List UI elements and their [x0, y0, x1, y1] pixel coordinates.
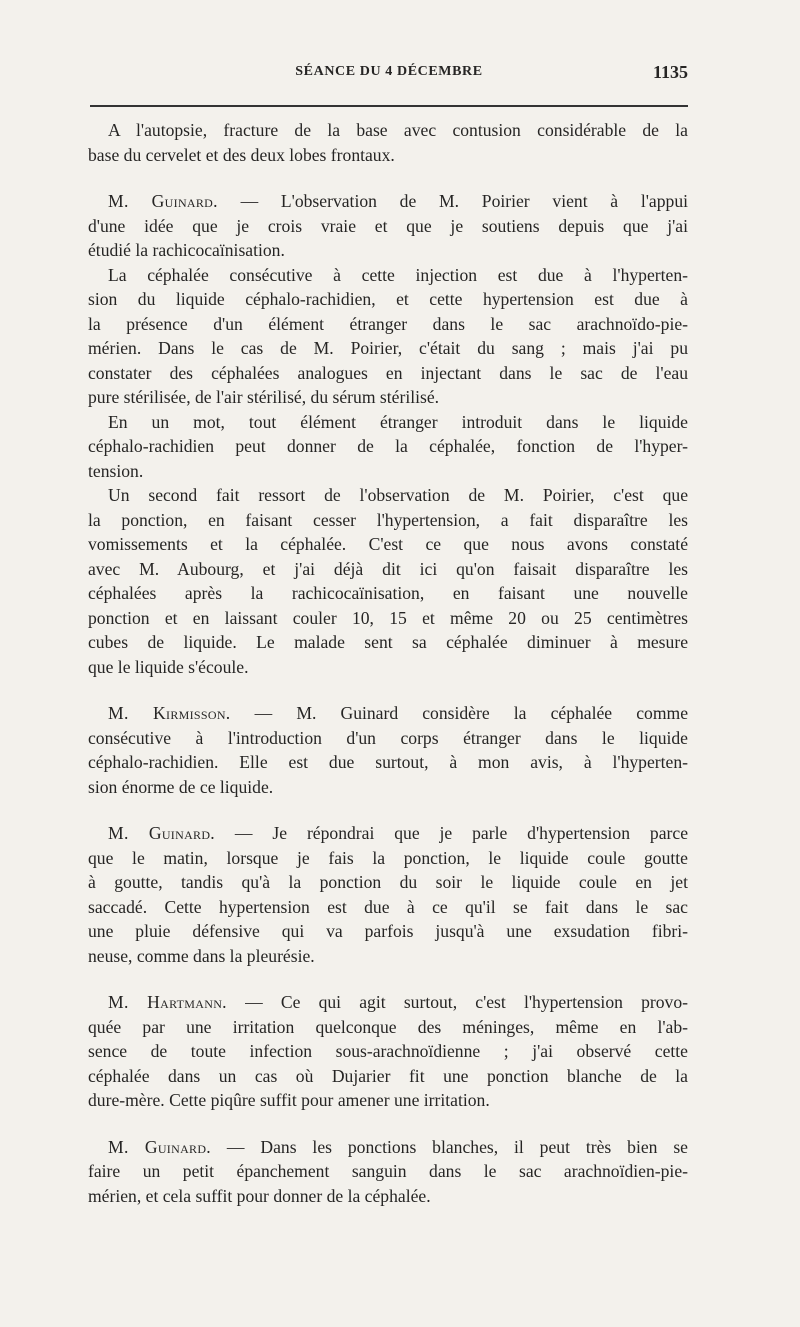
text-line: la présence d'un élément étranger dans le sac arachnoïdo-pie- — [88, 313, 688, 334]
running-header — [90, 64, 688, 86]
text-line: dure-mère. Cette piqûre suffit pour amener une irritation. — [88, 1090, 490, 1110]
text-line: céphalées après la rachicocaïnisation, en faisant une nouvelle — [88, 583, 688, 603]
paragraph-autopsie — [88, 118, 688, 167]
text-line: céphalo-rachidien peut donner de la céphalée, fonction de l'hyper- — [88, 436, 688, 456]
text-line: tension. — [88, 460, 144, 481]
speaker-name: M. Guinard. — [108, 191, 218, 211]
speech-start: — Ce qui agit surtout, c'est l'hypertension provo- — [226, 992, 688, 1012]
text-line — [88, 189, 688, 214]
speech-start: — L'observation de M. Poirier vient à l'appui — [217, 191, 688, 211]
text-line: pure stérilisée, de l'air stérilisé, du sérum stérilisé. — [88, 387, 440, 407]
paragraph-guinard-1 — [88, 189, 688, 263]
text-line: En un mot, tout élément étranger introduit dans le liquide — [108, 411, 688, 432]
paragraph-kirmisson — [88, 701, 688, 799]
text-line: sion du liquide céphalo-rachidien, et cette hypertension est due à — [88, 289, 688, 309]
text-line: mérien, et cela suffit pour donner de la céphalée. — [88, 1185, 431, 1206]
text-line: une pluie défensive qui va parfois jusqu'à une exsudation fibri- — [88, 921, 688, 941]
text-line: vomissements et la céphalée. C'est ce que nous avons constaté — [88, 534, 688, 554]
text-line: La céphalée consécutive à cette injection est due à l'hyperten- — [108, 264, 688, 285]
speech-start: — Je répondrai que je parle d'hypertension parce — [215, 823, 688, 843]
text-line: base du cervelet et des deux lobes frontaux. — [88, 144, 395, 165]
text-line: constater des céphalées analogues en injectant dans le sac de l'eau — [88, 362, 688, 383]
page-number: 1135 — [652, 62, 688, 82]
speaker-name: M. Guinard. — [108, 823, 216, 843]
text-line — [88, 701, 688, 726]
header-rule — [90, 105, 688, 107]
speech-start: — M. Guinard considère la céphalée comme — [230, 703, 688, 723]
text-line: que le matin, lorsque je fais la ponction, le liquide coule goutte — [88, 847, 688, 868]
text-line: Un second fait ressort de l'observation de M. Poirier, c'est que — [108, 485, 688, 505]
text-line: à goutte, tandis qu'à la ponction du soir le liquide coule en jet — [88, 872, 688, 892]
text-body — [88, 118, 688, 1208]
paragraph-second-fait — [88, 483, 688, 679]
text-line: sence de toute infection sous-arachnoïdienne ; j'ai observé cette — [88, 1041, 688, 1061]
header-title: SÉANCE DU 4 DÉCEMBRE — [295, 64, 483, 79]
speaker-name: M. Guinard. — [108, 1136, 212, 1157]
text-line: avec M. Aubourg, et j'ai déjà dit ici qu'on faisait disparaître les — [88, 558, 688, 579]
paragraph-guinard-2 — [88, 821, 688, 968]
text-line: neuse, comme dans la pleurésie. — [88, 945, 315, 966]
text-line: céphalée dans un cas où Dujarier fit une ponction blanche de la — [88, 1065, 688, 1086]
text-line: ponction et en laissant couler 10, 15 et même 20 ou 25 centimètres — [88, 607, 688, 628]
text-line: que le liquide s'écoule. — [88, 656, 249, 677]
text-line: A l'autopsie, fracture de la base avec contusion considérable de la — [108, 120, 688, 140]
speech-start: — Dans les ponctions blanches, il peut très bien se — [211, 1136, 688, 1157]
text-line — [88, 1135, 688, 1160]
text-line: étudié la rachicocaïnisation. — [88, 240, 285, 260]
text-line: mérien. Dans le cas de M. Poirier, c'était du sang ; mais j'ai pu — [88, 338, 688, 358]
text-line: d'une idée que je crois vraie et que je soutiens depuis que j'ai — [88, 215, 688, 236]
speaker-name: M. Hartmann. — [108, 992, 227, 1012]
text-line: saccadé. Cette hypertension est due à ce qu'il se fait dans le sac — [88, 896, 688, 917]
text-line: cubes de liquide. Le malade sent sa céphalée diminuer à mesure — [88, 632, 688, 652]
speaker-name: M. Kirmisson. — [108, 703, 231, 723]
text-line: faire un petit épanchement sanguin dans le sac arachnoïdien-pie- — [88, 1161, 688, 1181]
text-line: quée par une irritation quelconque des méninges, même en l'ab- — [88, 1016, 688, 1037]
text-line — [88, 990, 688, 1015]
text-line — [88, 821, 688, 846]
text-line: consécutive à l'introduction d'un corps étranger dans le liquide — [88, 727, 688, 748]
paragraph-hartmann — [88, 990, 688, 1113]
paragraph-en-un-mot — [88, 410, 688, 484]
text-line: céphalo-rachidien. Elle est due surtout, à mon avis, à l'hyperten- — [88, 752, 688, 772]
paragraph-cephalee — [88, 263, 688, 410]
text-line: sion énorme de ce liquide. — [88, 776, 274, 797]
text-line: la ponction, en faisant cesser l'hypertension, a fait disparaître les — [88, 509, 688, 530]
paragraph-guinard-3 — [88, 1135, 688, 1209]
